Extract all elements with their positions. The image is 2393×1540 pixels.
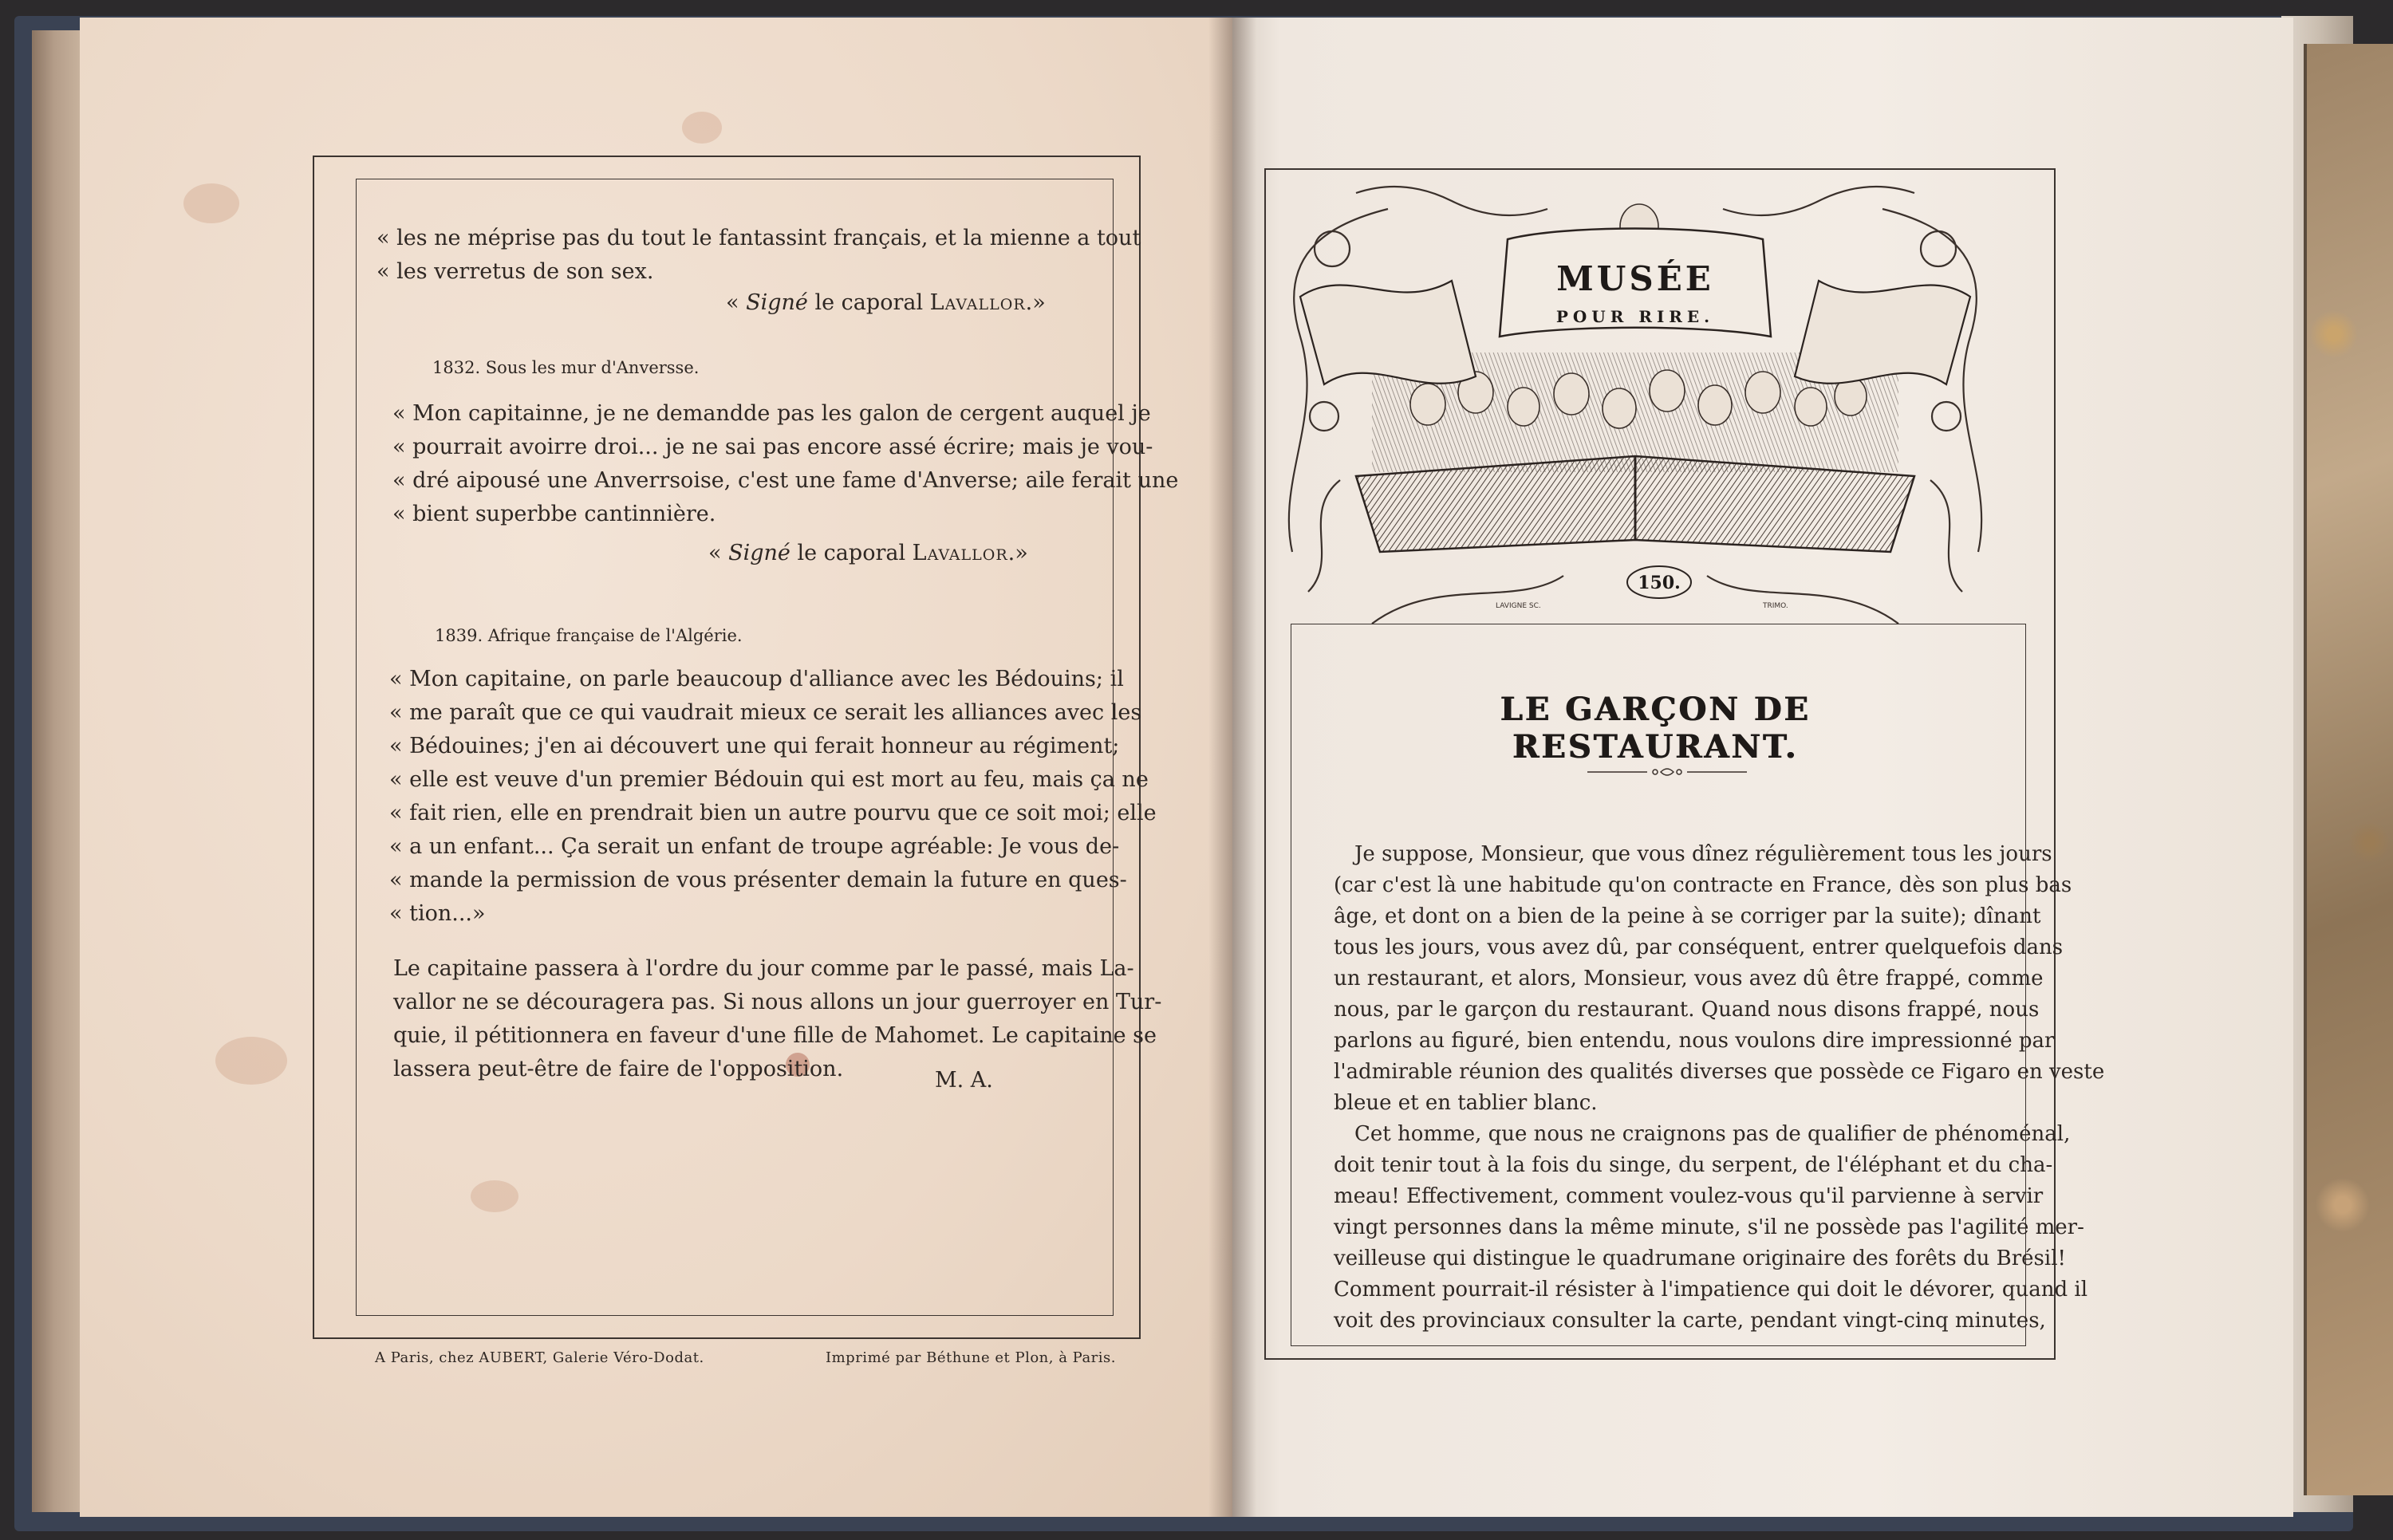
left-ribbon [1300,281,1476,384]
text-line: « mande la permission de vous présenter demain la future en ques- [389,868,1127,892]
text-line: « Mon capitainne, je ne demandde pas les galon de cergent auquel je [392,401,1151,426]
text-line: un restaurant, et alors, Monsieur, vous avez dû être frappé, comme [1334,967,2044,991]
text-line: Je suppose, Monsieur, que vous dînez régulièrement tous les jours [1354,842,2052,866]
text-line: meau! Effectivement, comment voulez-vous qu'il parvienne à servir [1334,1184,2044,1208]
letter-2 [392,397,1179,531]
right-ribbon [1795,281,1970,384]
engraver-credit-right: TRIMO. [1763,602,1788,610]
text-line: vingt personnes dans la même minute, s'il ne possède pas l'agilité mer- [1334,1215,2084,1239]
text-line: Comment pourrait-il résister à l'impatience qui doit le dévorer, quand il [1334,1278,2088,1302]
title-ornament-divider [1587,764,1747,780]
date-heading-1: 1832. Sous les mur d'Anversse. [432,358,700,377]
text-line: « fait rien, elle en prendrait bien un autre pourvu que ce soit moi; elle [389,801,1157,825]
foxing-spot [215,1037,287,1085]
text-line: quie, il pétitionnera en faveur d'une fille de Mahomet. Le capitaine se [393,1023,1157,1048]
engraver-credit-left: LAVIGNE SC. [1496,602,1541,610]
text-line: « Mon capitaine, on parle beaucoup d'alliance avec les Bédouins; il [389,667,1124,691]
banner-subtitle: POUR RIRE. [1555,307,1715,326]
banner-title: MUSÉE [1556,259,1714,298]
article-body [1334,839,2105,1337]
text-line: « bient superbbe cantinnière. [392,502,716,526]
text-line: voit des provinciaux consulter la carte, pendant vingt-cinq minutes, [1334,1309,2046,1333]
book-gutter [1208,18,1256,1517]
text-line: « les verretus de son sex. [376,259,654,284]
article-title: LE GARÇON DE RESTAURANT. [1500,691,1811,766]
letter-1 [376,222,1141,289]
text-line: vallor ne se découragera pas. Si nous allons un jour guerroyer en Tur- [393,990,1162,1014]
signature-1: « Signé le caporal Lavallor.» [726,290,1046,315]
text-line: « elle est veuve d'un premier Bédouin qui est mort au feu, mais ça ne [389,767,1149,792]
author-initials: M. A. [935,1068,993,1093]
text-line: (car c'est là une habitude qu'on contracte en France, dès son plus bas [1334,873,2072,897]
text-line: « dré aipousé une Anverrsoise, c'est une fame d'Anverse; aile ferait une [392,468,1179,493]
text-line: « Bédouines; j'en ai découvert une qui ferait honneur au régiment; [389,734,1120,758]
text-line: « me paraît que ce qui vaudrait mieux ce serait les alliances avec les [389,700,1142,725]
foxing-spot [682,112,722,144]
text-line: bleue et en tablier blanc. [1334,1091,1598,1115]
text-line: doit tenir tout à la fois du singe, du serpent, de l'éléphant et du cha- [1334,1153,2053,1177]
musee-pour-rire-engraving [1276,177,1994,638]
signature-2: « Signé le caporal Lavallor.» [708,541,1028,565]
text-line: veilleuse qui distingue le quadrumane originaire des forêts du Brésil! [1334,1247,2066,1270]
footer-printer: Imprimé par Béthune et Plon, à Paris. [826,1349,1117,1366]
text-line: l'admirable réunion des qualités diverses que possède ce Figaro en veste [1334,1060,2105,1084]
text-line: « a un enfant... Ça serait un enfant de troupe agréable: Je vous de- [389,834,1120,859]
foxing-spot [183,183,239,223]
text-line: « tion...» [389,901,486,926]
date-heading-2: 1839. Afrique française de l'Algérie. [435,626,743,645]
text-line: « les ne méprise pas du tout le fantassint français, et la mienne a tout [376,226,1141,250]
footer-publisher: A Paris, chez AUBERT, Galerie Véro-Dodat. [375,1349,704,1366]
text-line: nous, par le garçon du restaurant. Quand nous disons frappé, nous [1334,998,2040,1022]
text-line: Le capitaine passera à l'ordre du jour comme par le passé, mais La- [393,956,1134,981]
text-line: « pourrait avoirre droi... je ne sai pas encore assé écrire; mais je vou- [392,435,1153,459]
plate-number: 150. [1638,573,1681,593]
marbled-endpaper [2304,44,2393,1495]
text-line: parlons au figuré, bien entendu, nous voulons dire impressionné par [1334,1029,2055,1053]
text-line: âge, et dont on a bien de la peine à se corriger par la suite); dînant [1334,904,2041,928]
text-line: Cet homme, que nous ne craignons pas de qualifier de phénoménal, [1354,1122,2071,1146]
text-line: lassera peut-être de faire de l'opposition. [393,1057,844,1081]
letter-3 [389,663,1157,931]
text-line: tous les jours, vous avez dû, par conséquent, entrer quelquefois dans [1334,935,2064,959]
